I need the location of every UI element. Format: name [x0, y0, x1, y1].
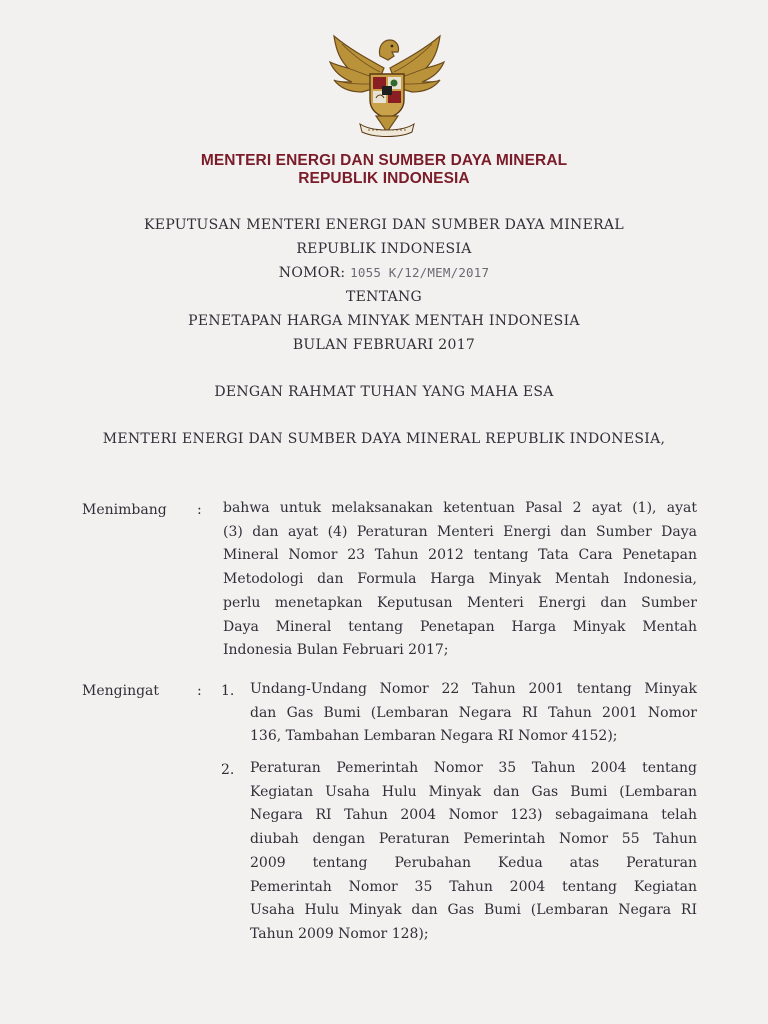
mengingat-colon: : [197, 683, 202, 699]
decree-number [0, 265, 768, 281]
nomor-label: NOMOR: [278, 265, 346, 281]
mengingat-line: Pemerintah Nomor 35 Tahun 2004 tentang Kegiatan [250, 878, 697, 895]
mengingat-line: 2009 tentang Perubahan Kedua atas Peraturan [250, 854, 697, 871]
mengingat-item-number: 1. [221, 683, 235, 699]
menteri-line: MENTERI ENERGI DAN SUMBER DAYA MINERAL REPUBLIK INDONESIA, [102, 431, 666, 447]
subject-line2: BULAN FEBRUARI 2017 [292, 337, 476, 353]
subject-line1: PENETAPAN HARGA MINYAK MENTAH INDONESIA [188, 313, 580, 329]
mengingat-line: Peraturan Pemerintah Nomor 35 Tahun 2004 tentang [250, 760, 697, 776]
menimbang-line: perlu menetapkan Keputusan Menteri Energi dan Sumber [223, 594, 697, 611]
mengingat-item-number: 2. [221, 762, 235, 778]
menimbang-line: (3) dan ayat (4) Peraturan Menteri Energi dan Sumber Daya [223, 523, 697, 540]
menimbang-text [223, 497, 697, 663]
decree-title-line2: REPUBLIK INDONESIA [296, 241, 472, 257]
nomor-value: 1055 K/12/MEM/2017 [350, 265, 490, 280]
mengingat-line: Negara RI Tahun 2004 Nomor 123) sebagaimana telah [250, 807, 697, 824]
mengingat-item-2-text [250, 757, 697, 947]
decree-title-line1: KEPUTUSAN MENTERI ENERGI DAN SUMBER DAYA MINERAL [144, 217, 624, 233]
menimbang-line: Mineral Nomor 23 Tahun 2012 tentang Tata Cara Penetapan [223, 547, 697, 564]
menimbang-line: Daya Mineral tentang Penetapan Harga Minyak Mentah [223, 618, 697, 635]
ministry-name-line2: REPUBLIK INDONESIA [298, 170, 470, 187]
mengingat-line: 136, Tambahan Lembaran Negara RI Nomor 4152); [250, 728, 618, 745]
garuda-emblem-icon [326, 28, 448, 144]
mengingat-line: Usaha Hulu Minyak dan Gas Bumi (Lembaran Negara RI [250, 902, 697, 919]
menimbang-line: Indonesia Bulan Februari 2017; [223, 642, 449, 659]
rahmat-line: DENGAN RAHMAT TUHAN YANG MAHA ESA [214, 384, 554, 400]
mengingat-line: Tahun 2009 Nomor 128); [250, 925, 429, 942]
mengingat-line: diubah dengan Peraturan Pemerintah Nomor 55 Tahun [250, 831, 697, 848]
mengingat-label: Mengingat [82, 683, 160, 699]
mengingat-line: dan Gas Bumi (Lembaran Negara RI Tahun 2001 Nomor [250, 704, 697, 721]
mengingat-line: Undang-Undang Nomor 22 Tahun 2001 tentang Minyak [250, 681, 697, 697]
menimbang-colon: : [197, 502, 202, 518]
tentang-heading: TENTANG [345, 289, 423, 305]
menimbang-line: Metodologi dan Formula Harga Minyak Mentah Indonesia, [223, 571, 697, 588]
ministry-name-line1: MENTERI ENERGI DAN SUMBER DAYA MINERAL [200, 152, 568, 169]
menimbang-label: Menimbang [82, 502, 167, 518]
mengingat-item-1-text [250, 678, 697, 749]
menimbang-line: bahwa untuk melaksanakan ketentuan Pasal 2 ayat (1), ayat [223, 500, 697, 516]
mengingat-line: Kegiatan Usaha Hulu Minyak dan Gas Bumi (Lembaran [250, 783, 697, 800]
